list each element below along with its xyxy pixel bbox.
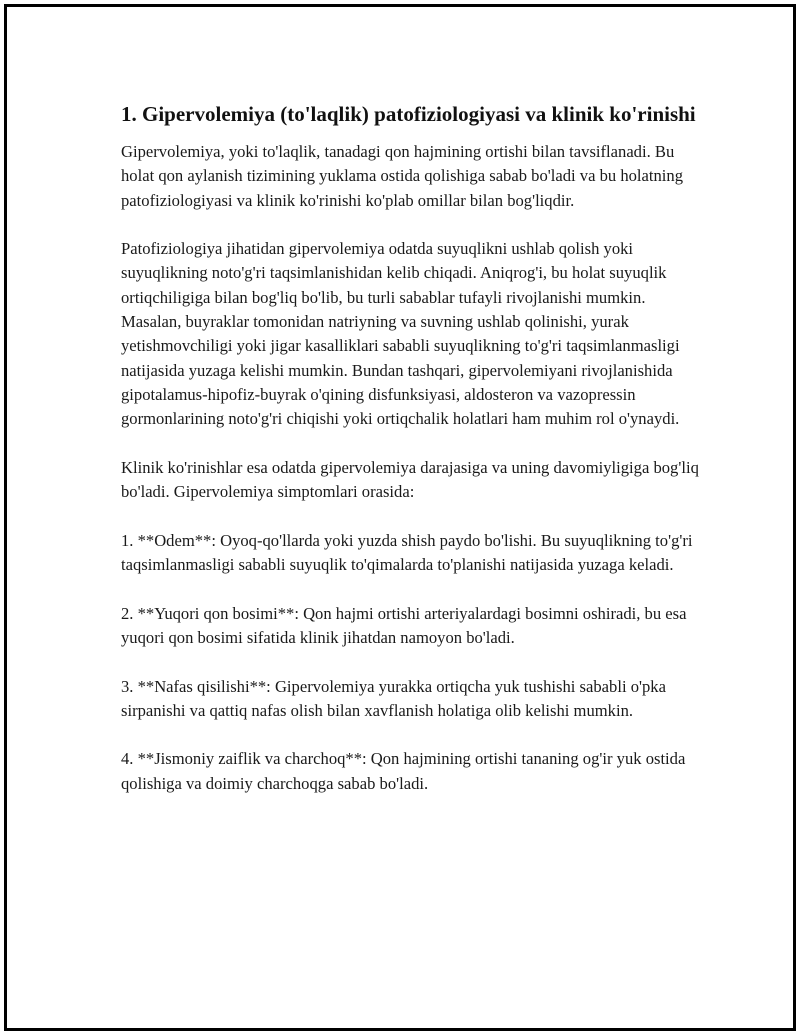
- paragraph-intro: Gipervolemiya, yoki to'laqlik, tanadagi qon hajmining ortishi bilan tavsiflanadi. Bu holat qon aylanish tizimining yuklama ostida qolishiga sabab bo'ladi va bu holatning patofiziologiyasi va klinik ko'rinishi ko'plab omillar bilan bog'liqdir.: [121, 142, 684, 210]
- list-item-fatigue: 4. **Jismoniy zaiflik va charchoq**: Qon hajmining ortishi tananing og'ir yuk ostida qolishiga va doimiy charchoqga sabab bo'ladi.: [121, 749, 686, 793]
- document-body: [121, 101, 701, 796]
- paragraph-clinical-intro: Klinik ko'rinishlar esa odatda gipervolemiya darajasiga va uning davomiyligiga bog'liq bo'ladi. Gipervolemiya simptomlari orasida:: [121, 457, 699, 502]
- list-item-shortness-of-breath: 3. **Nafas qisilishi**: Gipervolemiya yurakka ortiqcha yuk tushishi sababli o'pka sirpanishi va qattiq nafas olish bilan xavflanish holatiga olib kelishi mumkin.: [121, 676, 666, 720]
- list-item-edema: 1. **Odem**: Oyoq-qo'llarda yoki yuzda shish paydo bo'lishi. Bu suyuqlikning to'g'ri taqsimlanmasligi sababli suyuqlik to'qimalarda to'planishi natijasida yuzaga keladi.: [121, 530, 693, 575]
- document-title: 1. Gipervolemiya (to'laqlik) patofiziologiyasi va klinik ko'rinishi: [121, 102, 696, 126]
- page-border: [4, 4, 796, 1031]
- list-item-high-blood-pressure: 2. **Yuqori qon bosimi**: Qon hajmi ortishi arteriyalardagi bosimni oshiradi, bu esa yuqori qon bosimi sifatida klinik jihatdan namoyon bo'ladi.: [121, 603, 687, 647]
- paragraph-pathophysiology: Patofiziologiya jihatidan gipervolemiya odatda suyuqlikni ushlab qolish yoki suyuqlikning noto'g'ri taqsimlanishidan kelib chiqadi. Aniqrog'i, bu holat suyuqlik ortiqchiligiga bilan bog'liq bo'lib, bu turli sabablar tufayli rivojlanishi mumkin. Masalan, buyraklar tomonidan natriyning va suvning ushlab qolinishi, yurak yetishmovchiligi yoki jigar kasalliklari sababli suyuqlikning to'g'ri taqsimlanmasligi natijasida yuzaga kelishi mumkin. Bundan tashqari, gipervolemiyani rivojlanishida gipotalamus-hipofiz-buyrak o'qining disfunksiyasi, aldosteron va vazopressin gormonlarining noto'g'ri chiqishi yoki ortiqchalik holatlari ham muhim rol o'ynaydi.: [121, 239, 680, 429]
